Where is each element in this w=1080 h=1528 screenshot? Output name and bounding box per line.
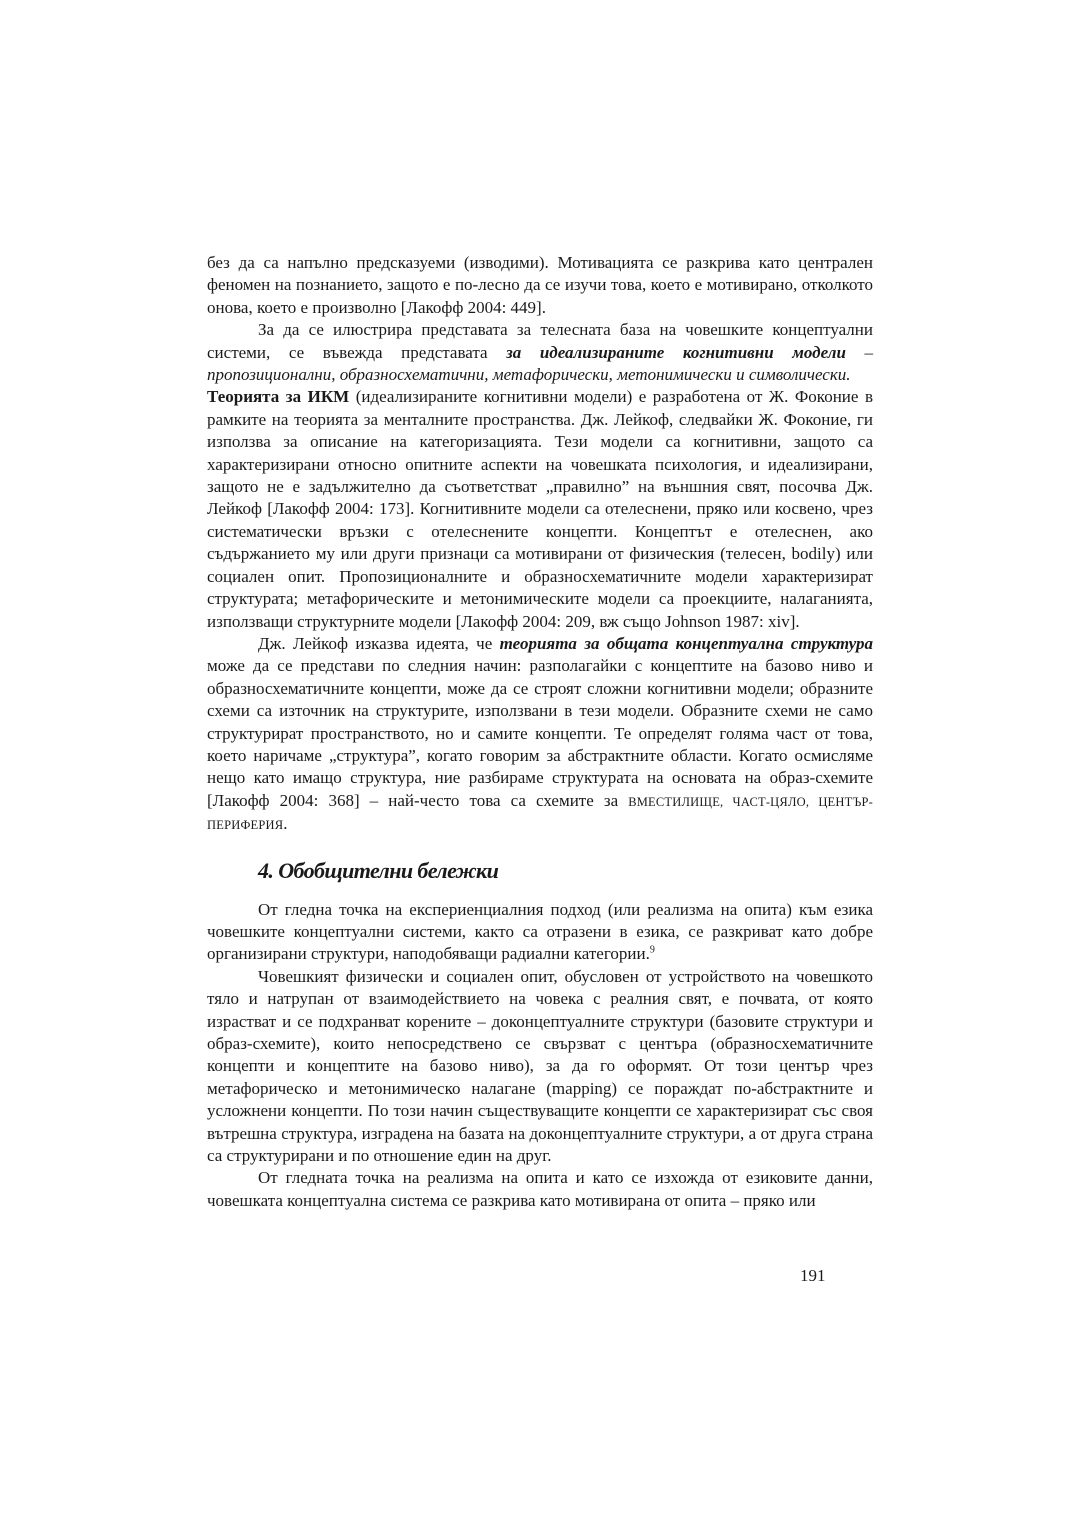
paragraph-7-text: От гледната точка на реализма на опита и като се изхожда от езиковите данни, човешката концептуална система се разкрива като мотивирана от опита – пряко или [207,1168,873,1210]
paragraph-4-text-start: Дж. Лейкоф изказва идеята, че [258,633,500,653]
paragraph-2-emphasis: за идеализираните когнитивни модели [506,342,846,362]
paragraph-5 [207,899,873,966]
paragraph-4-small-caps: ВМЕСТИЛИЩЕ, ЧАСТ-ЦЯЛО, ЦЕНТЪР-ПЕРИФЕРИЯ [207,794,873,833]
paragraph-6 [207,966,873,1168]
paragraph-3-bold-term: Теорията за ИКМ [207,387,350,407]
paragraph-4-emphasis: теорията за общата концептуална структура [499,633,874,653]
paragraph-6-text: Човешкият физически и социален опит, обусловен от устройството на човешкото тяло и натрупан от взаимодействието на човека с реалния свят, е почвата, от която израстват и се подхранват корените – доконцептуалните структури (базовите структури и образ-схемите), които непосредствено се свързват с центъра (образносхематичните концепти и концептите на базово ниво), за да го оформят. От този център чрез метафорическо и метонимическо налагане (mapping) се пораждат по-абстрактните и усложнени концепти. По този начин съществуващите концепти се характеризират със своя вътрешна структура, изградена на базата на доконцептуалните структури, а от друга страна са структурирани и по отношение един на друг. [207,966,873,1166]
paragraph-2-text: За да се илюстрира представата за телесната база на човешките концептуални системи, се въвежда представата [207,320,873,362]
footnote-marker: 9 [649,944,655,956]
section-heading: 4. Обобщителни бележки [258,857,499,883]
paragraph-1 [207,252,873,319]
paragraph-4-end: . [283,814,288,834]
paragraph-4-text: може да се представи по следния начин: разполагайки с концептите на базово ниво и образносхематичните концепти, може да се строят сложни когнитивни модели; образните схеми са източник на структурите, използвани в тези модели. Образните схеми не само структурират пространството, но и самите концепти. Те определят голяма част от това, което наричаме „структура”, когато говорим за абстрактните области. Когато осмисляме нещо като имащо структура, ние разбираме структурата на основата на образ-схемите [Лакофф 2004: 368] – най-често това са схемите за [207,656,873,810]
paragraph-5-text: От гледна точка на експериенциалния подход (или реализма на опита) към езика човешките концептуални системи, както са отразени в езика, се разкриват като добре организирани структури, наподобяващи радиални категории. [207,899,873,964]
page-body [207,252,873,1212]
paragraph-3-text: (идеализираните когнитивни модели) е разработена от Ж. Фоконие в рамките на теорията за менталните пространства. Дж. Лейкоф, следвайки Ж. Фоконие, ги използва за описание на категоризацията. Тези модели са когнитивни, защото са характеризирани относно опитните аспекти на човешката психология, и идеализирани, защото не е задължително да съответстват „правилно” на външния свят, посочва Дж. Лейкоф [Лакофф 2004: 173]. Когнитивните модели са отелеснени, пряко или косвено, чрез систематически връзки с отелеснените концепти. Концептът е отелеснен, ако съдържанието му или други признаци са мотивирани от физическия (телесен, bodily) или социален опит. Пропозиционалните и образносхематичните модели характеризират структурата; метафорическите и метонимическите модели са проекциите, налаганията, използващи структурните модели [Лакофф 2004: 209, вж също Johnson 1987: xiv]. [207,387,873,631]
paragraph-1-text: без да са напълно предсказуеми (изводими). Мотивацията се разкрива като централен феномен на познанието, защото е по-лесно да се изучи това, което е мотивирано, отколкото онова, което е произволно [Лакофф 2004: 449]. [207,253,873,317]
paragraph-3 [207,386,873,632]
paragraph-2-dash: – [845,342,873,362]
paragraph-7 [207,1167,873,1212]
paragraph-2-italic-list: пропозиционални, образносхематични, метафорически, метонимически и символически. [207,365,851,385]
page-number: 191 [800,1266,826,1285]
paragraph-4 [207,633,873,837]
paragraph-2 [207,319,873,386]
